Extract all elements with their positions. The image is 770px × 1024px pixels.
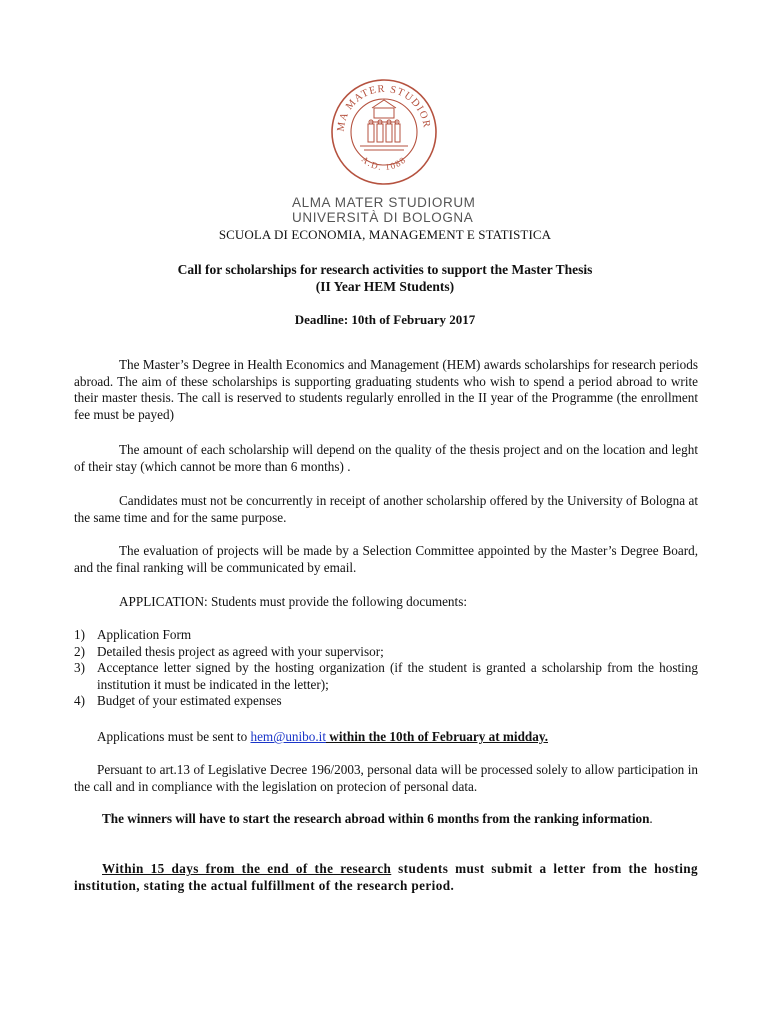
- apply-deadline: within the 10th of February at midday.: [326, 729, 548, 744]
- paragraph-eligibility: Candidates must not be concurrently in receipt of another scholarship offered by the University of Bologna at the same time and for the same purpose.: [74, 493, 698, 525]
- list-item: [74, 644, 698, 661]
- list-item-text: Budget of your estimated expenses: [97, 693, 282, 708]
- paragraph-amount: The amount of each scholarship will depend on the quality of the thesis project and on the location and leght of their stay (which cannot be more than 6 months) .: [74, 442, 698, 474]
- list-item: [74, 627, 698, 644]
- paragraph-application: APPLICATION: Students must provide the following documents:: [119, 594, 467, 609]
- svg-text:A.D. 1088: A.D. 1088: [359, 154, 409, 173]
- list-item-number: 4): [74, 693, 85, 708]
- list-item: [74, 693, 698, 710]
- list-item: [74, 660, 698, 693]
- document-title: Call for scholarships for research activities to support the Master Thesis: [177, 262, 593, 277]
- document-subtitle: (II Year HEM Students): [315, 279, 455, 294]
- svg-text:ALMA MATER STUDIORUM: MA MATER STUDIOR: [335, 83, 432, 133]
- list-item-number: 3): [74, 660, 85, 675]
- winners-period: .: [649, 811, 653, 826]
- paragraph-final-letter: [74, 861, 698, 894]
- apply-prefix: Applications must be sent to: [97, 729, 251, 744]
- university-name-line2: UNIVERSITÀ DI BOLOGNA: [292, 210, 474, 225]
- deadline: Deadline: 10th of February 2017: [294, 312, 476, 327]
- list-item-number: 2): [74, 643, 85, 659]
- application-instructions: [97, 729, 548, 745]
- email-link[interactable]: hem@unibo.it: [250, 729, 326, 744]
- list-item-text: Acceptance letter signed by the hosting organization (if the student is granted a scholarship from the hosting institution it must be indicated in the letter);: [97, 660, 698, 692]
- paragraph-winners: [74, 811, 698, 828]
- university-seal-logo: [330, 78, 438, 186]
- paragraph-intro: The Master’s Degree in Health Economics and Management (HEM) awards scholarships for research periods abroad. The aim of these scholarships is supporting graduating students who wish to spend a period abroad to write their master thesis. The call is reserved to students regularly enrolled in the II year of the Programme (the enrollment fee must be payed): [74, 357, 698, 422]
- list-item-text: Application Form: [97, 627, 192, 642]
- winners-text: The winners will have to start the research abroad within 6 months from the ranking information: [102, 811, 650, 826]
- university-name-line1: ALMA MATER STUDIORUM: [292, 195, 476, 210]
- list-item-text: Detailed thesis project as agreed with your supervisor;: [97, 643, 384, 659]
- school-name: SCUOLA DI ECONOMIA, MANAGEMENT E STATISTICA: [218, 227, 552, 242]
- final-letter-underlined: Within 15 days from the end of the research: [102, 861, 392, 876]
- list-item-number: 1): [74, 627, 85, 642]
- paragraph-evaluation: The evaluation of projects will be made by a Selection Committee appointed by the Master’s Degree Board, and the final ranking will be communicated by email.: [74, 543, 698, 575]
- documents-list: [74, 627, 698, 710]
- final-letter-rest: students must submit a letter from the hosting institution, stating the actual fulfillment of the research period.: [74, 861, 698, 893]
- paragraph-privacy: Persuant to art.13 of Legislative Decree 196/2003, personal data will be processed solely to allow participation in the call and in compliance with the legislation on protecion of personal data.: [74, 762, 698, 794]
